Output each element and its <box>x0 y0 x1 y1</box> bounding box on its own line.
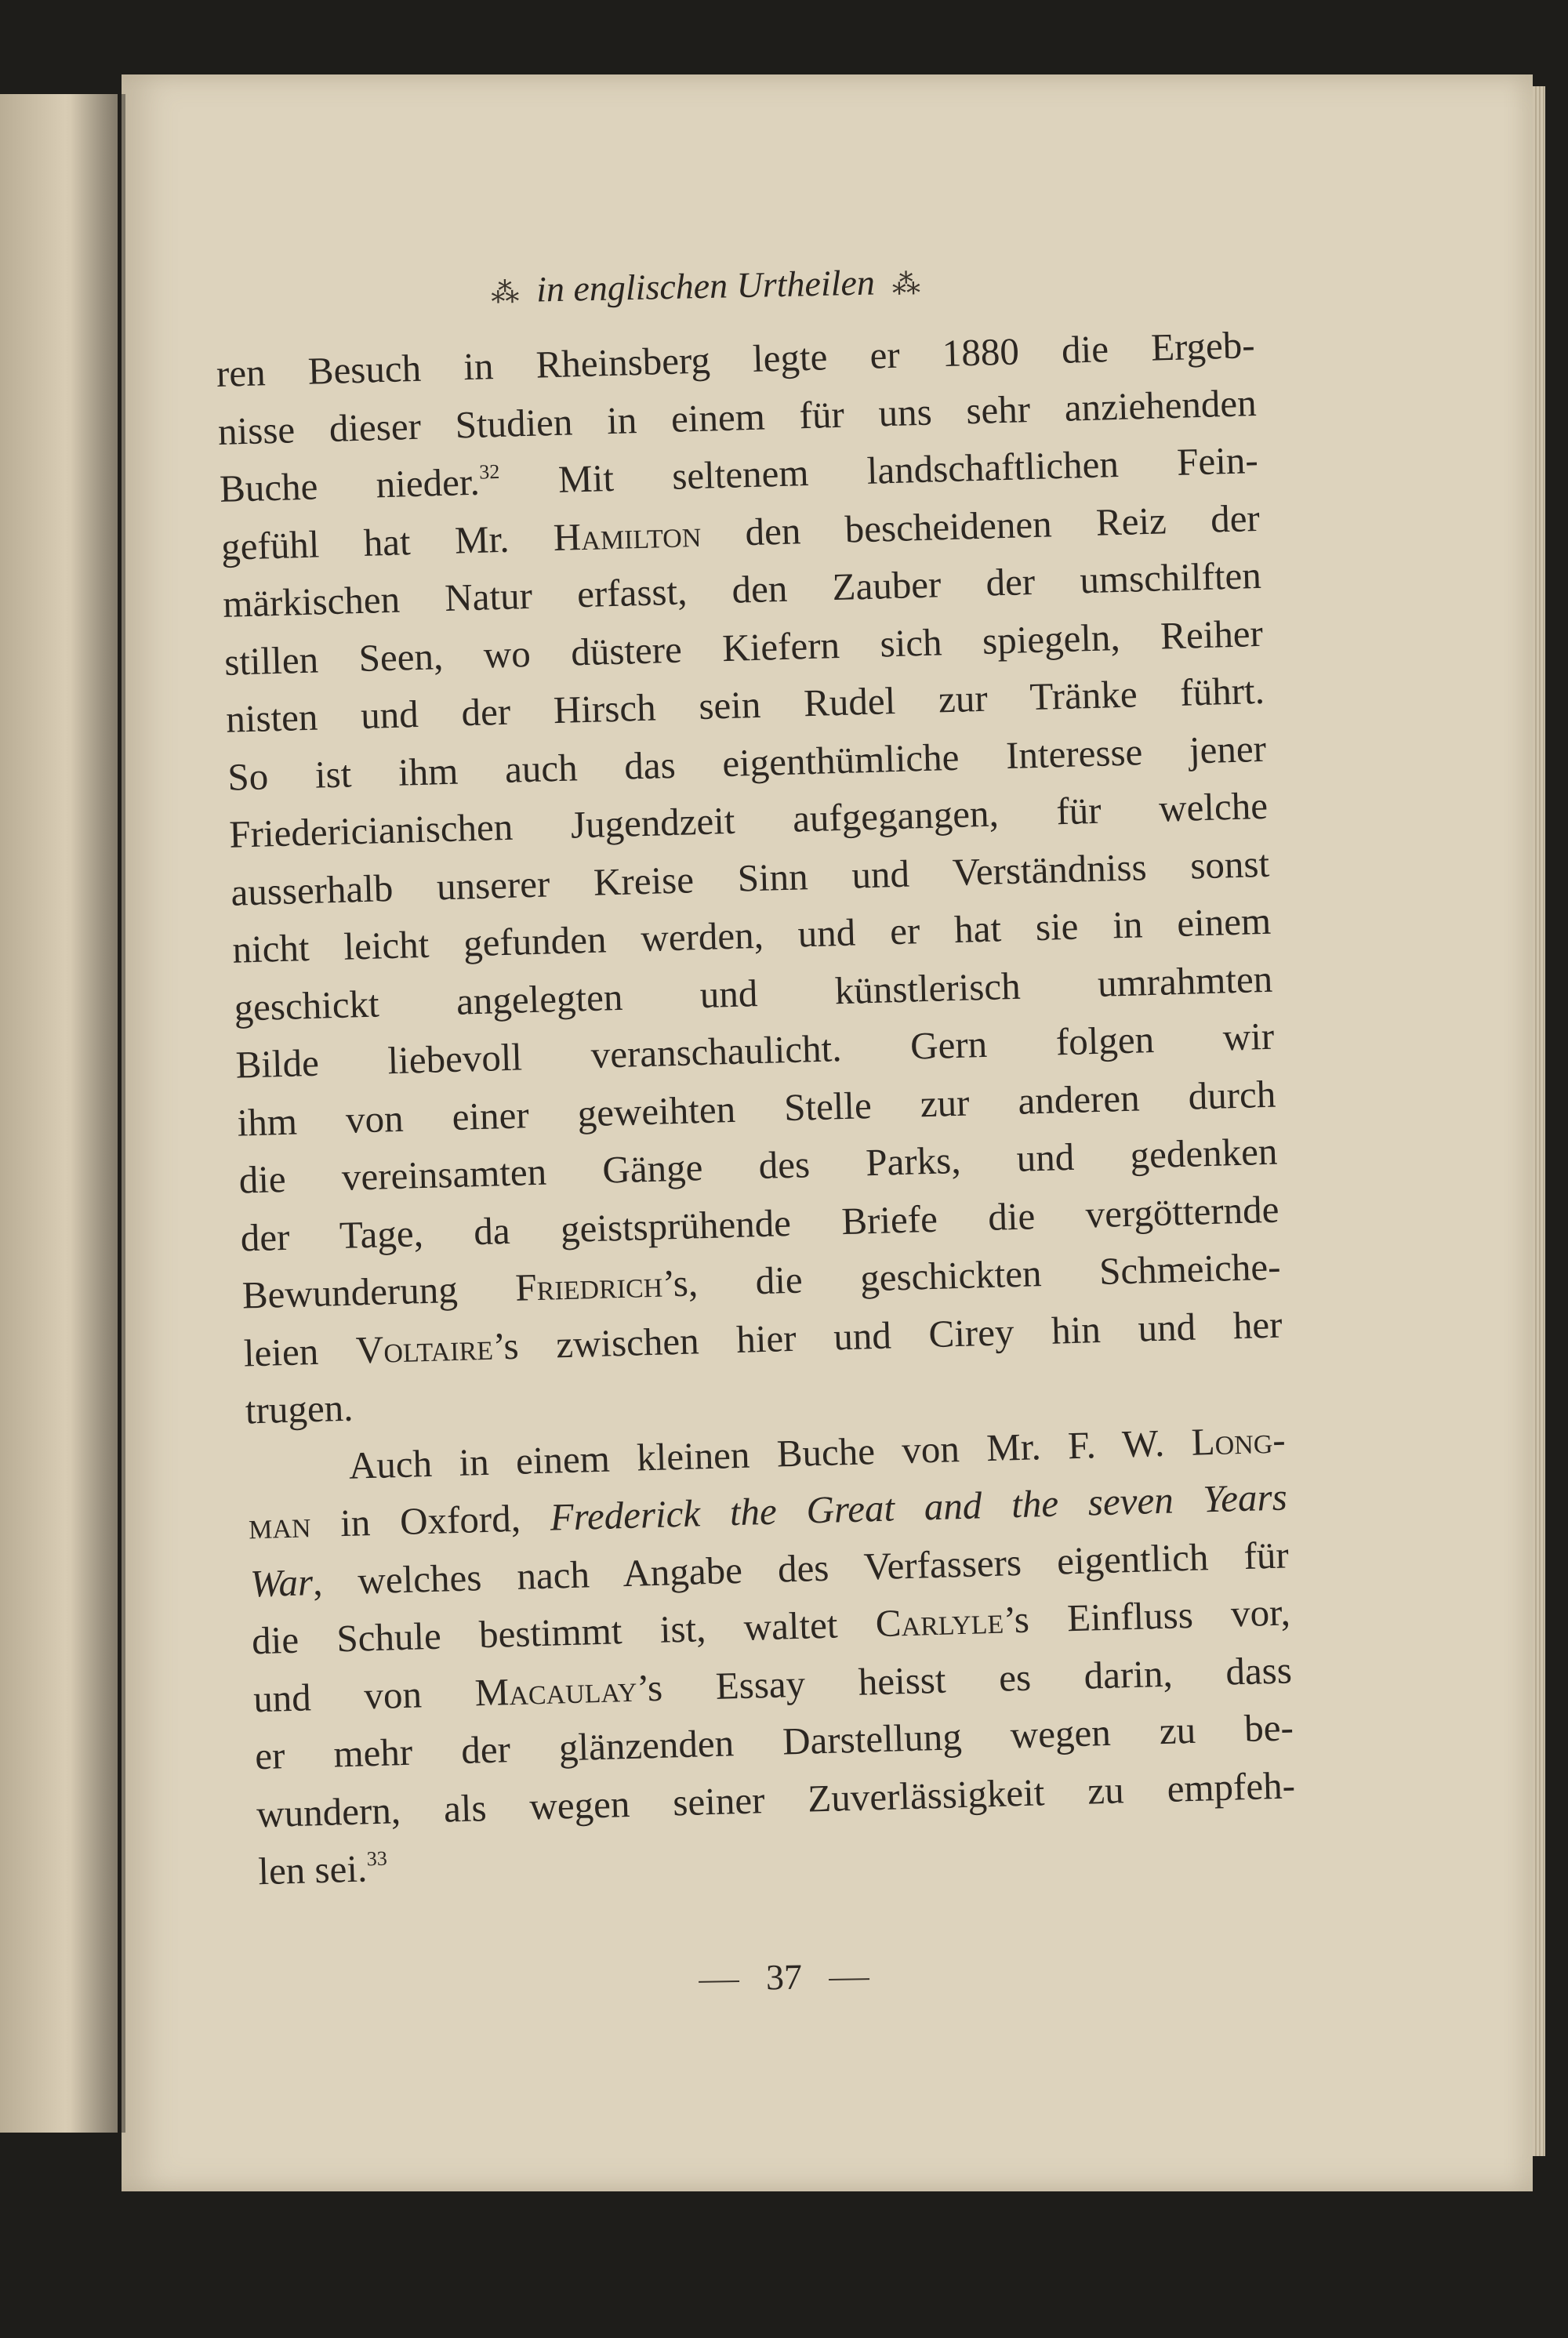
dash-right <box>829 1979 869 1981</box>
text-line: leien Voltaire’s zwischen hier und Cirey hin und her <box>243 1302 1283 1374</box>
text-line: nisten und der Hirsch sein Rudel zur Tränke führt. <box>225 668 1265 741</box>
text-line: nisse dieser Studien in einem für uns sehr anziehenden <box>217 380 1258 453</box>
left-ornament-icon: ⁂ <box>490 276 520 309</box>
author-name: Long- <box>1190 1417 1287 1464</box>
dash-left <box>699 1980 739 1983</box>
text-line: ihm von einer geweihten Stelle zur anderen durch <box>236 1072 1276 1145</box>
text-line: die Schule bestimmt ist, waltet Carlyle’s Einfluss vor, <box>251 1590 1291 1663</box>
page-number-value: 37 <box>765 1956 803 1998</box>
right-ornament-icon: ⁂ <box>891 268 921 301</box>
text-line: man in Oxford, Frederick the Great and the seven Years <box>248 1475 1288 1548</box>
text-line: der Tage, da geistsprühende Briefe die vergötternde <box>240 1187 1280 1260</box>
person-name: Macaulay <box>474 1666 638 1714</box>
book-title: Frederick the Great and the seven Years <box>549 1475 1288 1539</box>
author-name: Hamilton <box>553 511 702 559</box>
running-header-title: in englischen Urtheilen <box>535 262 876 310</box>
text-line: len sei.$^{33}$ <box>257 1846 388 1893</box>
footnote-ref: 32 <box>478 459 500 484</box>
text-line: geschickt angelegten und künstlerisch umrahmten <box>233 957 1273 1029</box>
footnote-ref: 33 <box>366 1846 388 1871</box>
text-line: Bilde liebevoll veranschaulicht. Gern folgen wir <box>234 1014 1275 1087</box>
text-line: Friedericianischen Jugendzeit aufgegangen, für welche <box>228 783 1269 856</box>
text-line: Auch in einem kleinen Buche von Mr. F. W. Long- <box>348 1417 1287 1487</box>
person-name: Carlyle <box>874 1598 1004 1646</box>
gutter-shadow <box>71 94 125 2133</box>
text-line: stillen Seen, wo düstere Kiefern sich spiegeln, Reiher <box>223 611 1264 684</box>
text-line: trugen. <box>245 1385 354 1432</box>
text-line: ren Besuch in Rheinsberg legte er 1880 die Ergeb- <box>216 323 1256 395</box>
person-name: Friedrich <box>514 1262 663 1309</box>
page-stack-edge <box>1533 86 1545 2156</box>
text-line: die vereinsamten Gänge des Parks, und gedenken <box>238 1129 1279 1202</box>
text-line: gefühl hat Mr. Hamilton den bescheidenen Reiz der <box>220 496 1261 568</box>
text-line: War, welches nach Angabe des Verfassers eigentlich für <box>249 1532 1290 1605</box>
text-line: ausserhalb unserer Kreise Sinn und Verständniss sonst <box>230 841 1270 914</box>
text-line: wundern, als wegen seiner Zuverlässigkeit zu empfeh- <box>256 1763 1296 1835</box>
text-line: Bewunderung Friedrich’s, die geschickten Schmeiche- <box>241 1244 1282 1317</box>
text-line: Buche nieder.$^{32}$ Mit seltenem landschaftlichen Fein- <box>219 437 1259 510</box>
page-number <box>643 1954 926 2000</box>
text-line: und von Macaulay’s Essay heisst es darin, dass <box>252 1647 1293 1720</box>
person-name: Voltaire <box>355 1324 494 1371</box>
text-line: So ist ihm auch das eigenthümliche Interesse jener <box>227 726 1267 799</box>
text-line: nicht leicht gefunden werden, und er hat sie in einem <box>231 899 1272 971</box>
text-line: märkischen Natur erfasst, den Zauber der umschilften <box>222 553 1262 626</box>
body-text <box>216 316 1298 1901</box>
text-line: er mehr der glänzenden Darstellung wegen zu be- <box>254 1705 1294 1778</box>
book-title: War <box>249 1559 314 1605</box>
